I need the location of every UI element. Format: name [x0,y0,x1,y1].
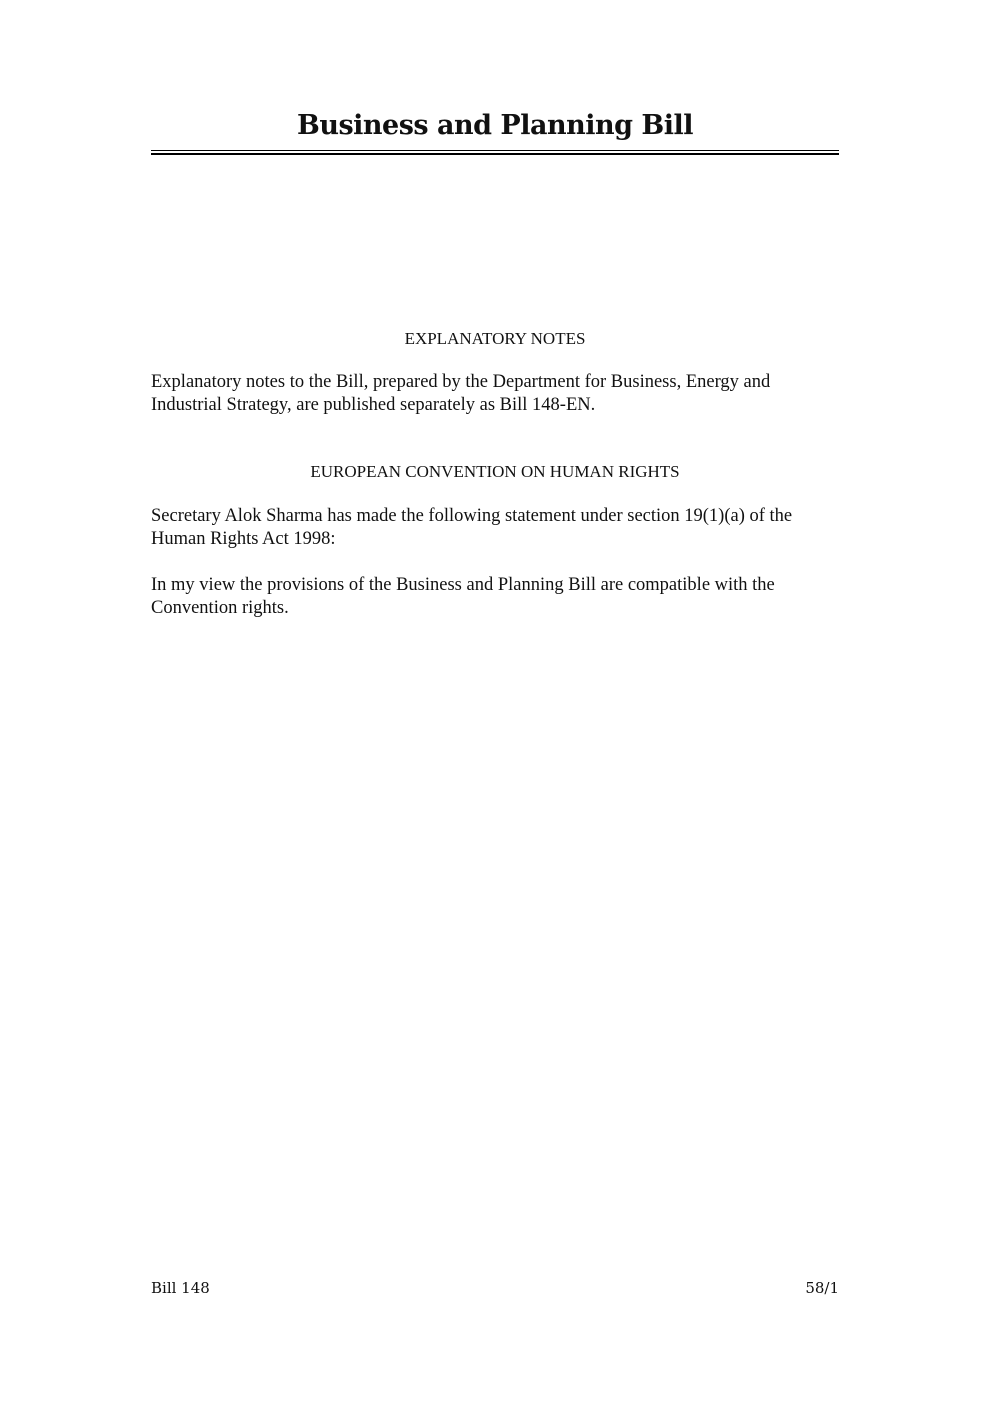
title-rule-thin [151,150,839,151]
footer-page-ref: 58/1 [805,1279,839,1297]
explanatory-notes-text: Explanatory notes to the Bill, prepared by the Department for Business, Energy and Industrial Strategy, are published separately as Bill 148-EN. [151,372,771,415]
explanatory-notes-heading: EXPLANATORY NOTES [404,329,586,348]
echr-heading: EUROPEAN CONVENTION ON HUMAN RIGHTS [310,462,680,481]
document-title: Business and Planning Bill [297,110,693,141]
echr-view: In my view the provisions of the Business and Planning Bill are compatible with the Convention rights. [151,575,775,618]
title-rule-thick [151,153,839,155]
echr-statement: Secretary Alok Sharma has made the following statement under section 19(1)(a) of the Human Rights Act 1998: [151,506,793,549]
footer-bill-number: Bill 148 [151,1279,210,1297]
